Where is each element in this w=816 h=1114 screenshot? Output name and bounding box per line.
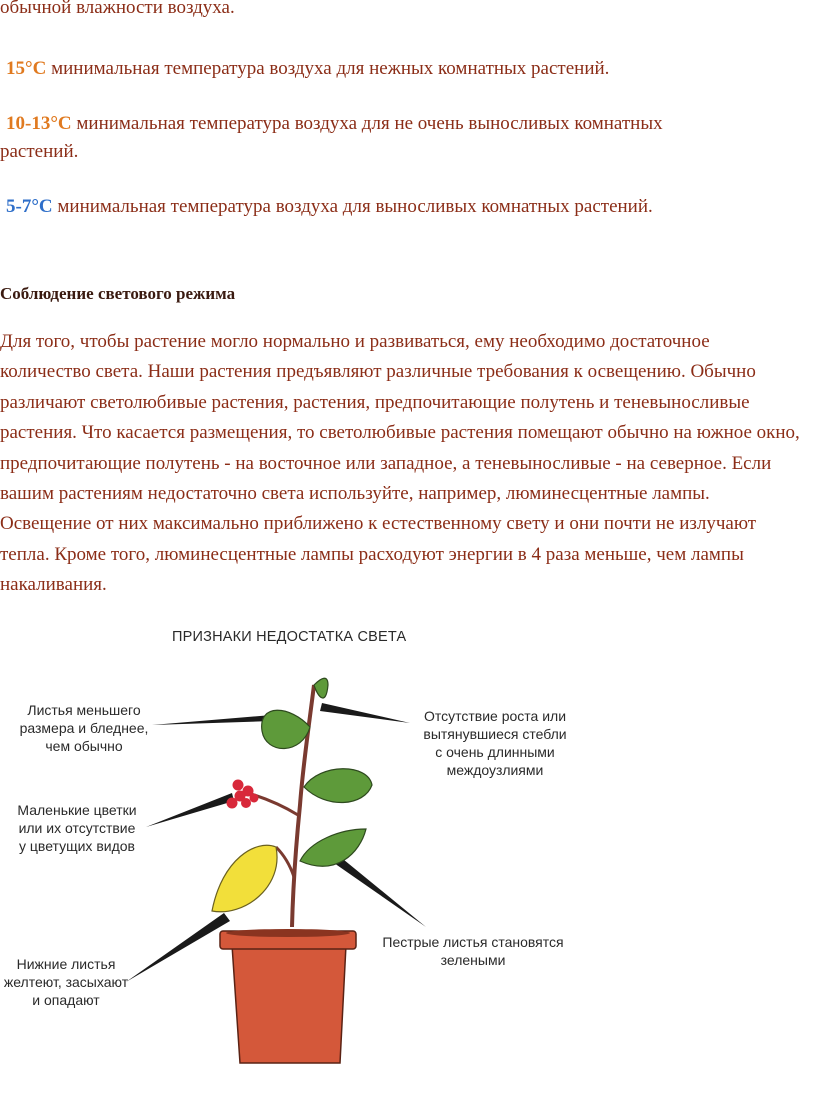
callout-small-leaves: Листья меньшего размера и бледнее, чем обычно xyxy=(19,702,149,754)
callout-variegated: Пестрые листья становятся зелеными xyxy=(382,934,564,968)
section-heading: Соблюдение светового режима xyxy=(0,284,236,303)
temp-value-medium: 10-13°C xyxy=(6,113,72,134)
top-leaf xyxy=(314,678,328,698)
callout-small-flowers: Маленькие цветки или их отсутствие у цветущих видов xyxy=(17,802,137,854)
pointer-variegated xyxy=(334,855,426,927)
pot-soil xyxy=(226,929,350,937)
pointer-small-leaves xyxy=(152,715,272,725)
temp-line-medium xyxy=(6,110,663,138)
yellow-leaf-branch xyxy=(276,847,294,877)
middle-right-leaf xyxy=(304,769,372,803)
temp-text-tender: минимальная температура воздуха для нежных комнатных растений. xyxy=(46,58,610,79)
upper-left-leaf xyxy=(262,710,310,748)
pointer-lower-leaves xyxy=(126,913,230,982)
callout-lower-leaves: Нижние листья желтеют, засыхают и опадают xyxy=(3,956,129,1008)
pointer-small-flowers xyxy=(146,793,234,827)
intro-line: обычной влажности воздуха. xyxy=(0,0,235,18)
temp-text-hardy: минимальная температура воздуха для выносливых комнатных растений. xyxy=(52,196,653,217)
pot-body xyxy=(232,945,346,1063)
temp-value-tender: 15°C xyxy=(6,58,47,79)
yellow-leaf xyxy=(212,845,277,911)
temp-text-medium: минимальная температура воздуха для не очень выносливых комнатных xyxy=(71,113,663,134)
pointer-no-growth xyxy=(320,703,410,723)
light-paragraph: Для того, чтобы растение могло нормально и развиваться, ему необходимо достаточное количество света. Наши растения предъявляют различные требования к освещению. Обычно различают светолюбивые растения, растения, предпочитающие полутень и теневыносливые растения. Что касается размещения, то светолюбивые растения помещают обычно на южное окно, предпочитающие полутень - на восточное или западное, а теневыносливые - на северное. Если вашим растениям недостаточно света используйте, например, люминесцентные лампы. Освещение от них максимально приближено к естественному свету и они почти не излучают тепла. Кроме того, люминесцентные лампы расходуют энергии в 4 раза меньше, чем лампы накаливания. xyxy=(0,331,800,596)
lower-right-leaf xyxy=(300,829,366,866)
figure-title: ПРИЗНАКИ НЕДОСТАТКА СВЕТА xyxy=(172,629,407,645)
temp-line-tender xyxy=(6,55,609,83)
plant-illustration xyxy=(0,615,816,1114)
temp-line-hardy xyxy=(6,193,653,221)
callout-no-growth: Отсутствие роста или вытянувшиеся стебли с очень длинными междоузлиями xyxy=(423,708,567,778)
temp-line-medium-continuation: растений. xyxy=(0,141,79,162)
temp-value-hardy: 5-7°C xyxy=(6,196,53,217)
light-deficiency-figure xyxy=(0,615,816,1114)
